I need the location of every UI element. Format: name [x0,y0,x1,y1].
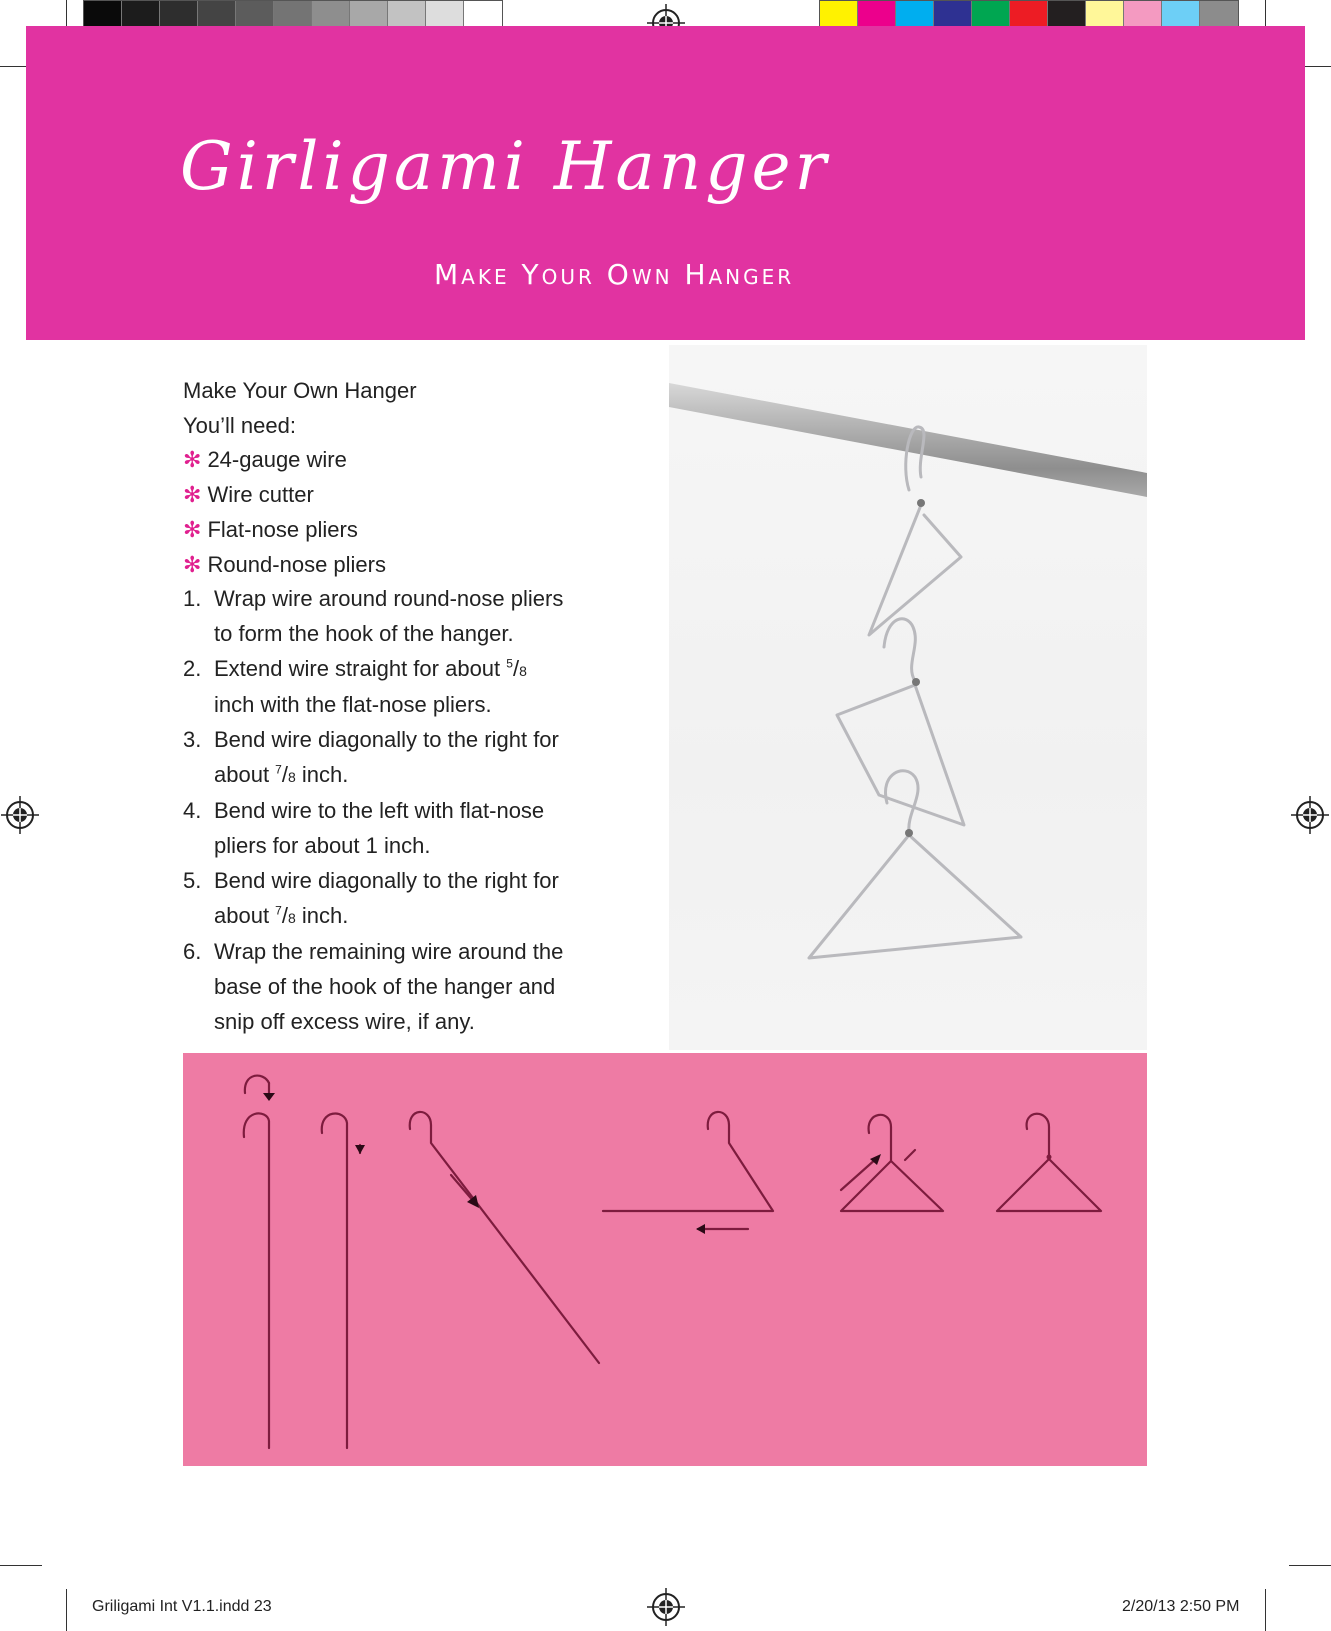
asterisk-bullet-icon: ✻ [183,516,202,542]
arrow-icon [263,1093,275,1101]
list-item: 6. Wrap the remaining wire around the base of the hook of the hanger and snip off excess wire, if any. [183,939,564,1034]
crop-mark [1265,1589,1266,1631]
list-item: ✻ 24-gauge wire [183,447,347,473]
list-item: 1. Wrap wire around round-nose pliers to form the hook of the hanger. [183,586,564,646]
page-subtitle: Make Your Own Hanger [434,258,795,291]
list-item: ✻ Wire cutter [183,482,314,508]
wire-hanger [884,619,915,681]
wire-hanger [809,835,1021,958]
registration-mark-icon [1,796,39,834]
footer-timestamp: 2/20/13 2:50 PM [1122,1598,1240,1615]
list-item: 3. Bend wire diagonally to the right for about $^7$/8 inch. [183,727,559,787]
asterisk-bullet-icon: ✻ [183,447,202,473]
instructions-column [183,374,633,1039]
instructions-heading: Make Your Own Hanger [183,378,417,403]
list-item: 4. Bend wire to the left with flat-nose pliers for about 1 inch. [183,798,545,859]
diagram-step-3 [410,1112,599,1363]
asterisk-bullet-icon: ✻ [183,482,202,508]
list-item: 5. Bend wire diagonally to the right for about $^7$/8 inch. [183,867,559,928]
diagram-step-1 [244,1076,269,1448]
crop-mark [1289,1565,1331,1566]
diagram-step-4 [603,1112,773,1229]
registration-mark-icon [1291,796,1329,834]
diagram-step-5 [841,1115,943,1211]
footer-file-info: Griligami Int V1.1.indd 23 [92,1598,272,1615]
step-diagram-panel [183,1053,1147,1466]
step-list [183,582,633,1039]
arrow-icon [696,1224,705,1234]
supply-list [183,443,633,582]
asterisk-bullet-icon: ✻ [183,551,202,577]
wire-hanger [885,771,918,831]
registration-mark-icon [647,1588,685,1626]
list-item: ✻ Round-nose pliers [183,551,386,577]
wire-hanger [837,685,964,825]
arrow-icon [355,1145,365,1154]
diagram-step-6 [997,1114,1101,1211]
hanger-photo [669,345,1147,1050]
list-item: ✻ Flat-nose pliers [183,516,358,542]
crop-mark [0,1565,42,1566]
list-item: 2. Extend wire straight for about $^5$/8 inch with the flat-nose pliers. [183,655,527,718]
wire-hanger [869,505,961,635]
needs-label: You’ll need: [183,412,296,438]
crop-mark [66,1589,67,1631]
page-title: Girligami Hanger [180,128,831,205]
diagram-step-2 [322,1114,360,1448]
